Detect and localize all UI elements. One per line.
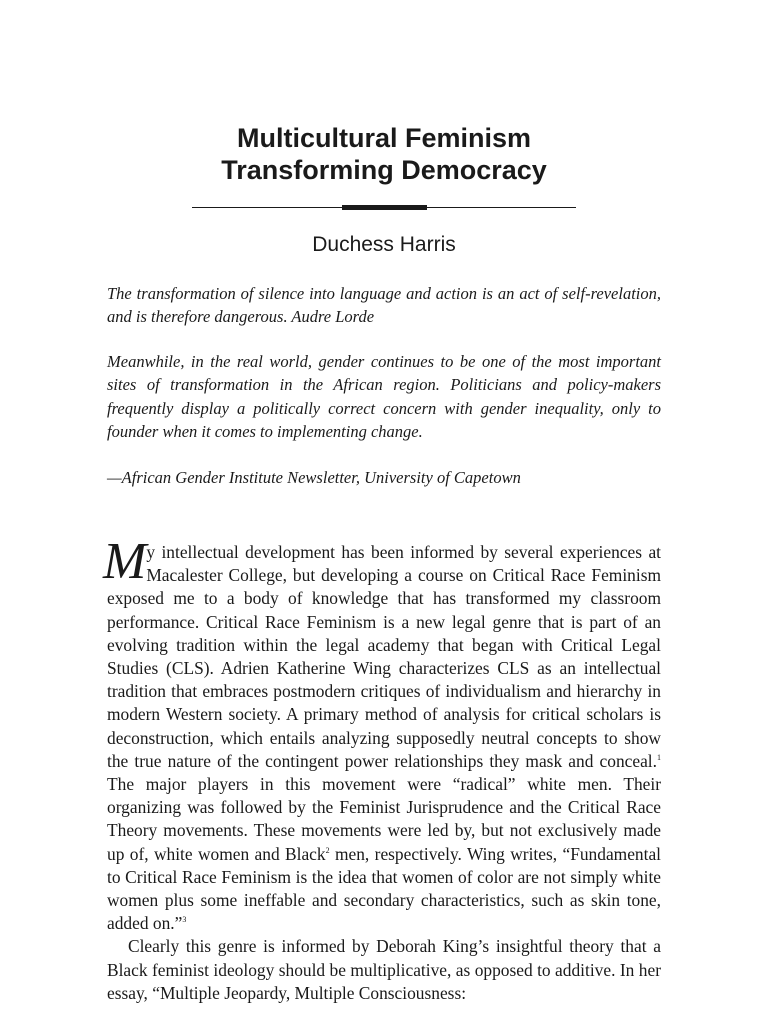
- body-text: [103, 533, 661, 1005]
- chapter-title-line-1: Multicultural Feminism: [236, 123, 532, 153]
- epigraph-source: —African Gender Institute Newsletter, University of Capetown: [107, 468, 521, 487]
- chapter-title: [0, 122, 768, 186]
- author-name: Duchess Harris: [312, 233, 456, 256]
- title-divider-accent: [342, 205, 427, 210]
- epigraph-african-gender: Meanwhile, in the real world, gender continues to be one of the most important sites of transformation in the African region. Politicians and policy-makers frequently display a politically correct concern with gender inequality, only to founder when it comes to implementing change.: [107, 352, 661, 441]
- body-paragraph-2: Clearly this genre is informed by Deborah King’s insightful theory that a Black feminist ideology should be multiplicative, as opposed to additive. In her essay, “Multiple Jeopardy, Multiple Consciousness:: [107, 936, 661, 1003]
- body-paragraph-1-text-b: The major players in this movement were “radical” white men. Their organizing was followed by the Feminist Jurisprudence and the Critical Race Theory movements. These movements were led by, but not exclusively made up of, white women and Black: [107, 774, 661, 864]
- drop-cap: M: [103, 533, 147, 590]
- body-paragraph-1-text-c: men, respectively. Wing writes, “Fundamental to Critical Race Feminism is the idea that women of color are not simply white women plus some ineffable and secondary characteristics, such as skin tone, added on.”: [107, 843, 661, 934]
- body-paragraph-1: [103, 533, 661, 935]
- body-paragraph-1-text-a: y intellectual development has been informed by several experiences at Macalester College, but developing a course on Critical Race Feminism exposed me to a body of knowledge that has transformed my classroom performance. Critical Race Feminism is a new legal genre that is part of an evolving tradition within the legal academy that began with Critical Legal Studies (CLS). Adrien Katherine Wing characterizes CLS as an intellectual tradition that embraces postmodern critiques of individualism and hierarchy in modern Western society. A primary method of analysis for critical scholars is deconstruction, which entails analyzing supposedly neutral concepts to show the true nature of the contingent power relationships they mask and conceal.: [107, 542, 661, 771]
- footnote-ref-2: 2: [325, 845, 330, 855]
- epigraph-lorde: The transformation of silence into language and action is an act of self-revelation, and is therefore dangerous. Audre Lorde: [107, 284, 661, 327]
- footnote-ref-1: 1: [657, 752, 661, 762]
- chapter-title-line-2: Transforming Democracy: [221, 155, 547, 185]
- footnote-ref-3: 3: [182, 915, 187, 925]
